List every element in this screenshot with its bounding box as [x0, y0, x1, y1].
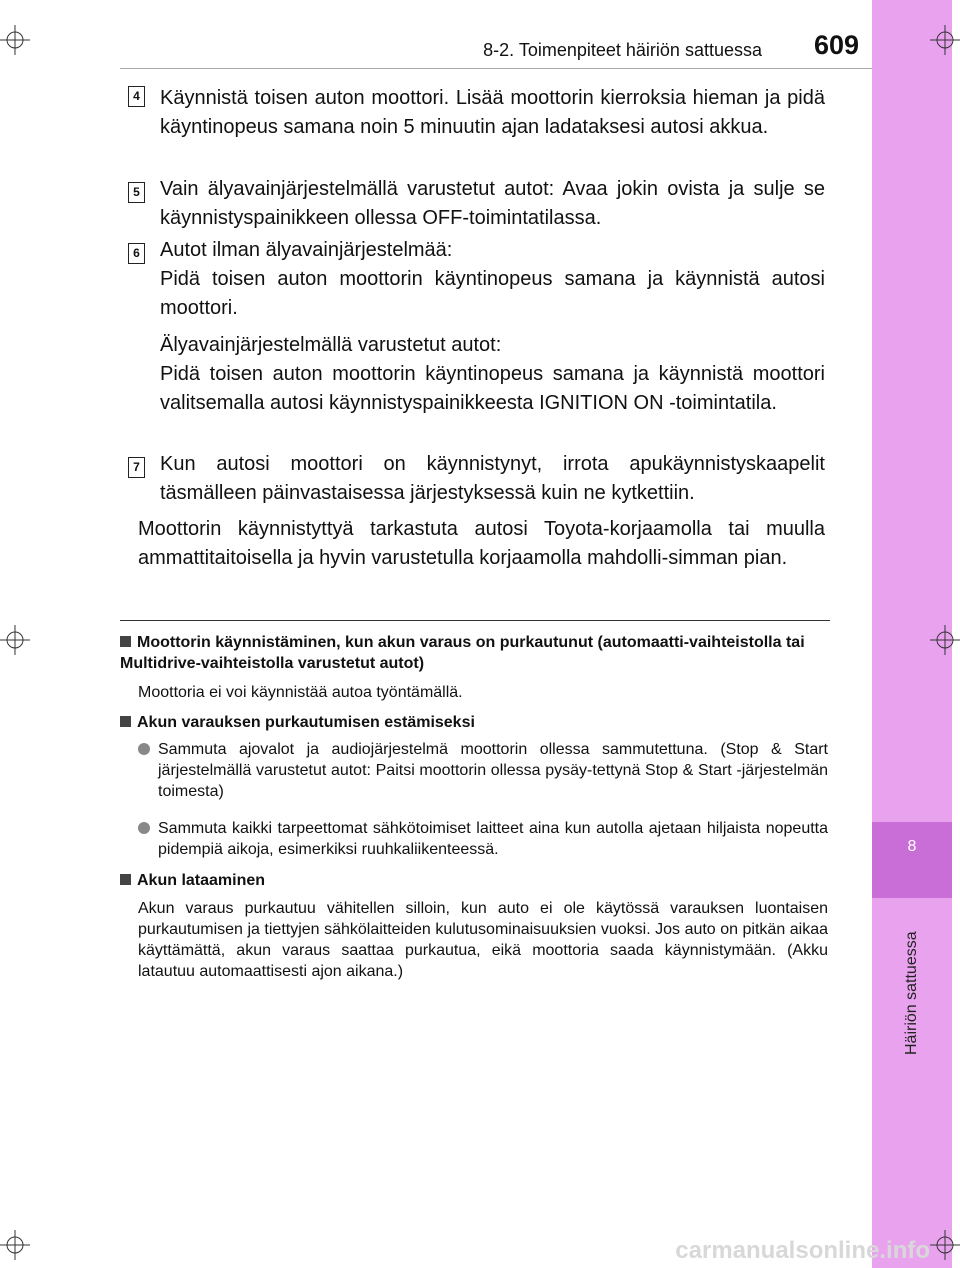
- watermark: carmanualsonline.info: [675, 1237, 930, 1264]
- step-number-badge: 6: [128, 243, 145, 264]
- step-text: Pidä toisen auton moottorin käyntinopeus samana ja käynnistä moottori valitsemalla autosi käynnistyspainikkeesta IGNITION ON -toimintatila.: [160, 363, 825, 414]
- note-title: Akun lataaminen: [137, 872, 266, 889]
- note-body: Moottoria ei voi käynnistää autoa työntämällä.: [138, 684, 463, 701]
- note-title: Moottorin käynnistäminen, kun akun varaus on purkautunut (automaatti-vaihteistolla tai Multidrive-vaihteistolla varustetut autot): [120, 634, 805, 672]
- closing-paragraph: Moottorin käynnistyttyä tarkastuta autosi Toyota-korjaamolla tai muulla ammattitaitoisella ja hyvin varustetulla korjaamolla mahdolli-simman pian.: [138, 518, 825, 569]
- step-number-badge: 5: [128, 182, 145, 203]
- note-title: Akun varauksen purkautumisen estämiseksi: [137, 714, 475, 731]
- step-text: Pidä toisen auton moottorin käyntinopeus samana ja käynnistä autosi moottori.: [160, 268, 825, 319]
- step-text: Vain älyavainjärjestelmällä varustetut autot: Avaa jokin ovista ja sulje se käynnistyspainikkeen ollessa OFF-toimintatilassa.: [160, 178, 825, 229]
- section-title: 8-2. Toimenpiteet häiriön sattuessa: [483, 40, 762, 60]
- bullet-text: Sammuta kaikki tarpeettomat sähkötoimiset laitteet aina kun autolla ajetaan hiljaista nopeutta pidempiä aikoja, esimerkiksi ruuhkaliikenteessä.: [158, 820, 828, 858]
- step-text: Kun autosi moottori on käynnistynyt, irrota apukäynnistyskaapelit täsmälleen päinvastaisessa järjestyksessä kuin ne kytkettiin.: [160, 453, 825, 504]
- note-body: Akun varaus purkautuu vähitellen silloin, kun auto ei ole käytössä varauksen luontaisen purkautumisen ja tiettyjen sähkölaitteiden kulutusominaisuuksien vuoksi. Jos auto on pitkän aikaa käyttämättä, akun varaus saattaa purkautua, eikä moottoria saada käynnistymään. (Akku latautuu automaattisesti ajon aikana.): [138, 900, 828, 980]
- step-text: Älyavainjärjestelmällä varustetut autot:: [160, 334, 502, 356]
- step-number-badge: 7: [128, 457, 145, 478]
- step-text: Käynnistä toisen auton moottori. Lisää moottorin kierroksia hieman ja pidä käyntinopeus samana noin 5 minuutin ajan ladataksesi autosi akkua.: [160, 87, 825, 138]
- chapter-number: 8: [907, 838, 917, 855]
- step-number-badge: 4: [128, 86, 145, 107]
- step-text: Autot ilman älyavainjärjestelmää:: [160, 239, 453, 261]
- bullet-text: Sammuta ajovalot ja audiojärjestelmä moottorin ollessa sammutettuna. (Stop & Start järjestelmällä varustetut autot: Paitsi moottorin ollessa pysäy-tettynä Stop & Start -järjestelmän toimesta): [158, 741, 828, 800]
- page-number: 609: [814, 30, 860, 60]
- chapter-title: Häiriön sattuessa: [903, 931, 920, 1055]
